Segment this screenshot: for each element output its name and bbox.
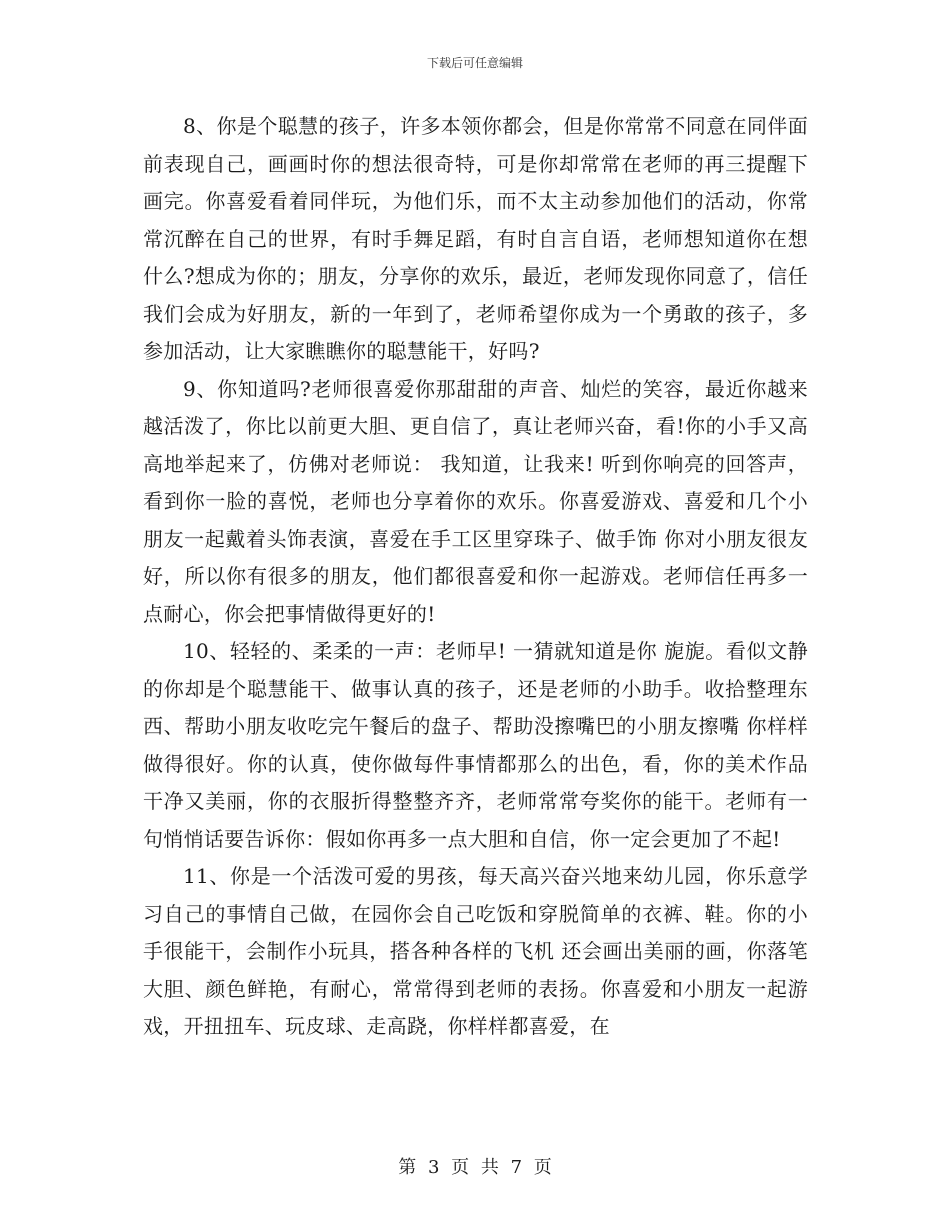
paragraph-9: 9、你知道吗?老师很喜爱你那甜甜的声音、灿烂的笑容，最近你越来越活泼了，你比以前更大胆、更自信了，真让老师兴奋，看!你的小手又高高地举起来了，仿佛对老师说： 我知道，让我来! 听到你响亮的回答声，看到你一脸的喜悦，老师也分享着你的欢乐。你喜爱游戏、喜爱和几个小朋友一起戴着头饰表演，喜爱在手工区里穿珠子、做手饰 你对小朋友很友好，所以你有很多的朋友，他们都很喜爱和你一起游戏。老师信任再多一点耐心，你会把事情做得更好的! [143, 376, 808, 626]
document-body [143, 108, 808, 1046]
page-number-footer: 第 3 页 共 7 页 [398, 1157, 552, 1178]
paragraph-10: 10、轻轻的、柔柔的一声：老师早! 一猜就知道是你 旎旎。看似文静的你却是个聪慧能干、做事认真的孩子，还是老师的小助手。收拾整理东西、帮助小朋友收吃完午餐后的盘子、帮助没擦嘴巴的小朋友擦嘴 你样样做得很好。你的认真，使你做每件事情都那么的出色，看，你的美术作品干净又美丽，你的衣服折得整整齐齐，老师常常夸奖你的能干。老师有一句悄悄话要告诉你：假如你再多一点大胆和自信，你一定会更加了不起! [143, 639, 808, 851]
page-header: 下载后可任意编辑 [426, 56, 523, 70]
paragraph-11: 11、你是一个活泼可爱的男孩，每天高兴奋兴地来幼儿园，你乐意学习自己的事情自己做，在园你会自己吃饭和穿脱简单的衣裤、鞋。你的小手很能干，会制作小玩具，搭各种各样的飞机 还会画出美丽的画，你落笔大胆、颜色鲜艳，有耐心，常常得到老师的表扬。你喜爱和小朋友一起游戏，开扭扭车、玩皮球、走高跷，你样样都喜爱，在 [143, 864, 808, 1038]
paragraph-8: 8、你是个聪慧的孩子，许多本领你都会，但是你常常不同意在同伴面前表现自己，画画时你的想法很奇特，可是你却常常在老师的再三提醒下画完。你喜爱看着同伴玩，为他们乐，而不太主动参加他们的活动，你常常沉醉在自己的世界，有时手舞足蹈，有时自言自语，老师想知道你在想什么?想成为你的；朋友，分享你的欢乐，最近，老师发现你同意了，信任我们会成为好朋友，新的一年到了，老师希望你成为一个勇敢的孩子，多参加活动，让大家瞧瞧你的聪慧能干，好吗? [143, 114, 808, 363]
